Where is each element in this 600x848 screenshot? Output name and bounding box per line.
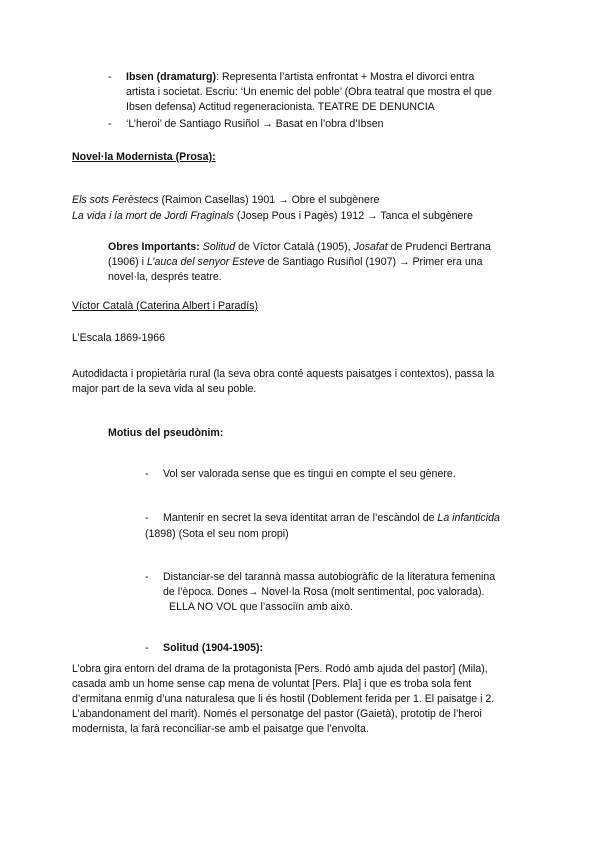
solitud-heading-text: Solitud (1904-1905): bbox=[163, 642, 264, 654]
solitud-line: modernista, la farà reconciliar-se amb el paisatge que l’envolta. bbox=[72, 723, 369, 735]
bullet-ibsen-bold: Ibsen (dramaturg) bbox=[126, 71, 217, 83]
obres-line-3: novel·la, després teatre. bbox=[108, 271, 222, 283]
work-line-2 bbox=[72, 209, 572, 224]
motiu-3-line-2: de l’època. Dones→ Novel·la Rosa (molt sentimental, poc valorada). bbox=[163, 586, 485, 598]
motiu-2-text: Mantenir en secret la seva identitat arran de l’escàndol de bbox=[163, 512, 438, 524]
obres-work-solitud: Solitud bbox=[202, 241, 236, 253]
bullet-ibsen-line-2: artista i societat. Escriu: ‘Un enemic del poble’ (Obra teatral que mostra el que bbox=[126, 86, 492, 98]
bullet-heroi: ‘L’heroi’ de Santiago Rusiñol → Basat en l’obra d’Ibsen bbox=[126, 118, 384, 130]
solitud-line: d’ermitana enmig d’una naturalesa que li és hostil (Doblement ferida per 1. El paisatge i 2. bbox=[72, 693, 495, 705]
motiu-2-work: La infanticida bbox=[437, 512, 500, 524]
obres-line-2 bbox=[108, 255, 568, 270]
bullet-ibsen-line-1 bbox=[126, 70, 566, 85]
author-heading-text: Víctor Català (Caterina Albert i Paradís) bbox=[72, 300, 259, 312]
bullet-ibsen bbox=[126, 70, 566, 115]
bullet-dash: - bbox=[108, 118, 112, 130]
bio-line-2: major part de la seva vida al seu poble. bbox=[72, 383, 257, 395]
motius-heading-text: Motius del pseudònim: bbox=[108, 427, 224, 439]
motius-heading bbox=[108, 426, 223, 441]
solitud-line: L’obra gira entorn del drama de la protagonista [Pers. Rodó amb ajuda del pastor] (Mila), bbox=[72, 663, 488, 675]
motiu-2-line-2: (1898) (Sota el seu nom propi) bbox=[145, 528, 289, 540]
work-title-1: Els sots Ferèstecs bbox=[72, 194, 159, 206]
obres-text-2: de Prudenci Bertrana bbox=[387, 241, 491, 253]
work-rest-2: (Josep Pous i Pagès) 1912 → Tanca el subgènere bbox=[233, 210, 473, 222]
obres-text-1: de Víctor Català (1905), bbox=[235, 241, 354, 253]
bullet-ibsen-line-3: Ibsen defensa) Actitud regeneracionista. TEATRE DE DENUNCIA bbox=[126, 101, 435, 113]
obres-text-4: de Santiago Rusiñol (1907) → Primer era una bbox=[264, 256, 483, 268]
motiu-dash: - bbox=[145, 468, 149, 480]
obres-work-auca: L’auca del senyor Esteve bbox=[146, 256, 265, 268]
section-heading bbox=[72, 150, 216, 165]
author-bio bbox=[72, 367, 582, 397]
author-heading bbox=[72, 299, 258, 314]
solitud-dash: - bbox=[145, 642, 149, 654]
motiu-3-line-3: ELLA NO VOL que l’associïn amb això. bbox=[169, 601, 353, 613]
obres-importants bbox=[108, 240, 568, 285]
bio-line-1: Autodidacta i propietària rural (la seva obra conté aquests paisatges i contextos), passa la bbox=[72, 368, 495, 380]
obres-line-1 bbox=[108, 240, 568, 255]
obres-text-3: (1906) i bbox=[108, 256, 147, 268]
bullet-dash: - bbox=[108, 71, 112, 83]
motiu-3 bbox=[163, 570, 563, 615]
obres-label: Obres Importants: bbox=[108, 241, 200, 253]
motiu-2-line-1 bbox=[163, 511, 563, 526]
work-line-1 bbox=[72, 193, 572, 208]
work-rest-1: (Raimon Casellas) 1901 → Obre el subgènere bbox=[158, 194, 380, 206]
motiu-1: Vol ser valorada sense que es tingui en compte el seu gènere. bbox=[163, 468, 456, 480]
motiu-3-line-1: Distanciar-se del tarannà massa autobiogràfic de la literatura femenina bbox=[163, 571, 496, 583]
solitud-line: L’abandonament del marit). Només el personatge del pastor (Gaietà), prototip de l’heroi bbox=[72, 708, 482, 720]
motiu-dash: - bbox=[145, 571, 149, 583]
bullet-ibsen-text-1: : Representa l’artista enfrontat + Mostra el divorci entra bbox=[216, 71, 475, 83]
section-heading-text: Novel·la Modernista (Prosa): bbox=[72, 151, 216, 163]
motiu-dash: - bbox=[145, 512, 149, 524]
solitud-heading bbox=[163, 641, 263, 656]
solitud-line: casada amb un home sense cap mena de voluntat [Pers. Pla] i que es troba sola fent bbox=[72, 678, 472, 690]
obres-work-josafat: Josafat bbox=[353, 241, 388, 253]
author-life: L’Escala 1869-1966 bbox=[72, 332, 166, 344]
work-title-2: La vida i la mort de Jordi Fraginals bbox=[72, 210, 234, 222]
solitud-paragraph bbox=[72, 662, 587, 737]
